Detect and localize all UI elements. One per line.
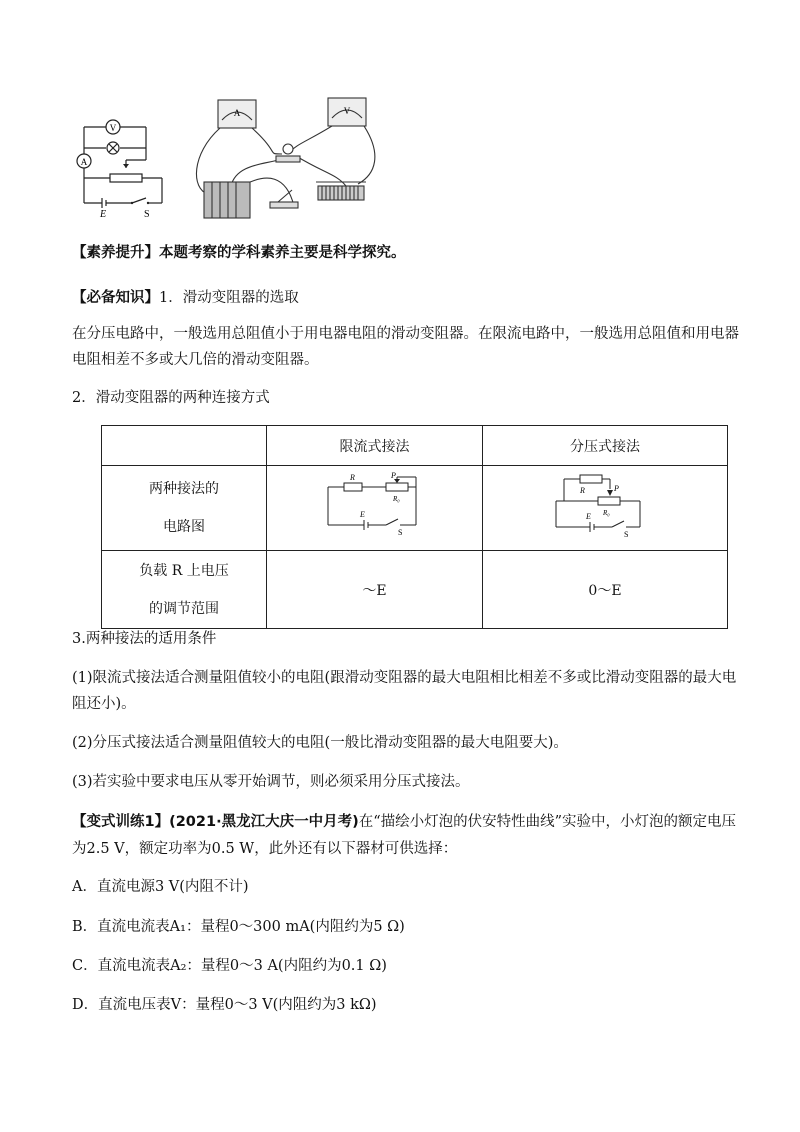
exercise-line1-text: 在“描绘小灯泡的伏安特性曲线”实验中，小灯泡的额定电压 [358,814,737,830]
option-b: B．直流电流表A₁：量程0～300 mA(内阻约为5 Ω) [72,919,405,935]
limit-current-circuit-diagram [320,471,430,541]
table-corner-cell [102,426,267,466]
exercise-tag: 【变式训练1】 [72,814,170,830]
knowledge-tag: 【必备知识】 [72,290,159,306]
row-label-range [102,551,267,629]
row-label-range-line1: 负载 R 上电压 [139,562,229,579]
condition-3: (3)若实验中要求电压从零开始调节，则必须采用分压式接法。 [72,774,470,790]
voltage-divider-circuit-diagram [550,471,660,541]
exercise-line2: 为2.5 V，额定功率为0.5 W，此外还有以下器材可供选择： [72,841,458,857]
voltmeter-symbol-label: V [109,123,117,133]
voltmeter-face-label: V [343,106,351,116]
option-a: A．直流电源3 V(内阻不计) [72,879,249,895]
conditions-title: 3.两种接法的适用条件 [72,631,217,647]
limit-label-p: P [390,471,396,480]
ammeter-symbol-label: A [80,157,88,167]
knowledge-item1: 1．滑动变阻器的选取 [159,290,299,306]
knowledge-para-line2: 电阻相差不多或大几倍的滑动变阻器。 [72,352,319,368]
row-label-circuit-line2: 电路图 [163,519,205,535]
row-label-range-line2: 的调节范围 [149,600,219,617]
table-row-range [102,551,728,629]
limit-label-r0: R₀ [392,495,400,503]
literacy-text: 本题考察的学科素养主要是科学探究。 [159,245,406,261]
condition-1-line2: 阻还小)。 [72,696,136,712]
limit-current-circuit-cell [267,466,483,551]
header-limit-current: 限流式接法 [267,426,483,466]
row-label-circuit [102,466,267,551]
divider-label-s: S [624,530,629,539]
circuit-schematic-figure [70,110,170,220]
option-c: C．直流电流表A₂：量程0～3 A(内阻约为0.1 Ω) [72,958,387,974]
knowledge-para-line1: 在分压电路中，一般选用总阻值小于用电器电阻的滑动变阻器。在限流电路中，一般选用总阻值和用电器 [72,326,739,342]
literacy-tag: 【素养提升】 [72,245,159,261]
rheostat-connection-table [101,425,728,629]
divider-label-p: P [614,484,619,493]
limit-label-s: S [397,528,402,537]
header-voltage-divider: 分压式接法 [483,426,728,466]
divider-label-r: R [580,486,585,495]
table-header-row [102,426,728,466]
divider-label-e: E [586,512,591,521]
voltage-divider-range: 0～E [483,551,728,629]
option-d: D．直流电压表V：量程0～3 V(内阻约为3 kΩ) [72,997,377,1013]
literacy-paragraph [72,243,406,263]
table-row-circuit [102,466,728,551]
exercise-source: (2021·黑龙江大庆一中月考) [169,814,359,830]
emf-label: E [100,209,107,220]
limit-label-e: E [359,510,365,519]
divider-label-r0: R₀ [603,509,610,517]
limit-current-range: ～E [267,551,483,629]
condition-1-line1: (1)限流式接法适合测量阻值较小的电阻(跟滑动变阻器的最大电阻相比相差不多或比滑动变阻器的最大电 [72,670,737,686]
apparatus-photo-figure [186,94,386,224]
knowledge-heading [72,288,299,308]
ammeter-face-label: A [233,108,241,118]
switch-label: S [144,209,150,220]
voltage-divider-circuit-cell [483,466,728,551]
knowledge-item2: 2．滑动变阻器的两种连接方式 [72,390,270,406]
row-label-circuit-line1: 两种接法的 [149,481,219,497]
exercise-line1 [72,812,736,832]
condition-2: (2)分压式接法适合测量阻值较大的电阻(一般比滑动变阻器的最大电阻要大)。 [72,735,568,751]
limit-label-r: R [349,473,355,482]
